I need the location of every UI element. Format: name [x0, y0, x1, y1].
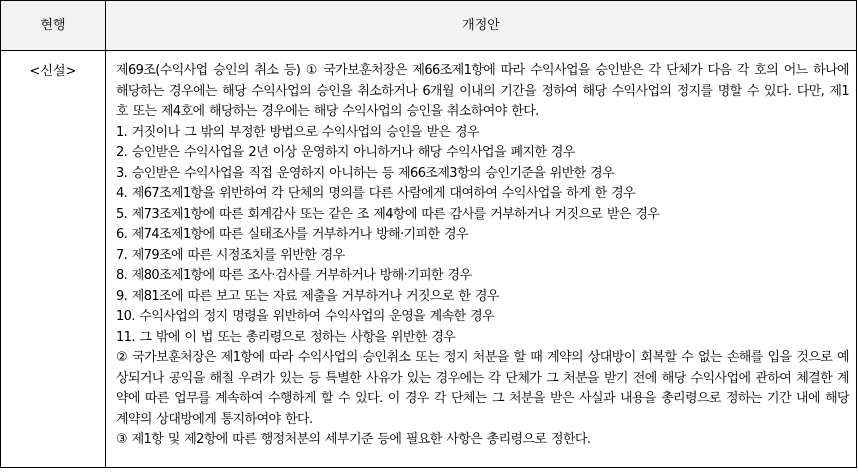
list-item: 2. 승인받은 수익사업을 2년 이상 운영하지 아니하거나 해당 수익사업을 폐지한 경우 [116, 145, 575, 160]
list-item: 5. 제73조제1항에 따른 회계감사 또는 같은 조 제4항에 따른 감사를 거부하거나 거짓으로 받은 경우 [116, 206, 660, 222]
list-item: 10. 수익사업의 정지 명령을 위반하여 수익사업의 운영을 계속한 경우 [116, 309, 494, 324]
article-paragraph-2: ② 국가보훈처장은 제1항에 따라 수익사업의 승인취소 또는 정지 처분을 할 때 계약의 상대방이 회복할 수 없는 손해를 입을 것으로 예상되거나 공익을 해칠 우려가 있는 등 특별한 사유가 있는 경우에는 각 단체가 그 처분을 받기 전에 해당 수익사업에 관하여 체결한 계약에 따른 업무를 계속하여 수행하게 할 수 있다. 이 경우 각 단체는 그 처분을 받은 사실과 내용을 총리령으로 정하는 기간 내에 해당 계약의 상대방에게 통지하여야 한다. [116, 350, 849, 427]
list-item: 8. 제80조제1항에 따른 조사·검사를 거부하거나 방해·기피한 경우 [116, 268, 472, 283]
list-item: 3. 승인받은 수익사업을 직접 운영하지 아니하는 등 제66조제3항의 승인기준을 위반한 경우 [116, 165, 615, 181]
list-item: 9. 제81조에 따른 보고 또는 자료 제출을 거부하거나 거짓으로 한 경우 [116, 288, 499, 304]
header-current: 현행 [40, 18, 66, 33]
list-item: 11. 그 밖에 이 법 또는 총리령으로 정하는 사항을 위반한 경우 [116, 329, 456, 345]
list-item: 1. 거짓이나 그 밖의 부정한 방법으로 수익사업의 승인을 받은 경우 [116, 124, 479, 140]
article-paragraph-3: ③ 제1항 및 제2항에 따른 행정처분의 세부기준 등에 필요한 사항은 총리령으로 정한다. [116, 432, 591, 447]
header-revised: 개정안 [462, 18, 500, 33]
revised-cell [116, 61, 849, 451]
current-cell-text: <신설> [29, 64, 77, 79]
list-item: 7. 제79조에 따른 시정조치를 위반한 경우 [116, 247, 345, 263]
list-item: 4. 제67조제1항을 위반하여 각 단체의 명의를 다른 사람에게 대여하여 수익사업을 하게 한 경우 [116, 186, 636, 201]
list-item: 6. 제74조제1항에 따른 실태조사를 거부하거나 방해·기피한 경우 [116, 227, 468, 242]
column-divider [105, 1, 106, 467]
article-paragraph-1: 제69조(수익사업 승인의 취소 등) ① 국가보훈처장은 제66조제1항에 따라 수익사업을 승인받은 각 단체가 다음 각 호의 어느 하나에 해당하는 경우에는 해당 수익사업의 승인을 취소하거나 6개월 이내의 기간을 정하여 해당 수익사업의 정지를 명할 수 있다. 다만, 제1호 또는 제4호에 해당하는 경우에는 해당 수익사업의 승인을 취소하여야 한다. [116, 63, 849, 119]
